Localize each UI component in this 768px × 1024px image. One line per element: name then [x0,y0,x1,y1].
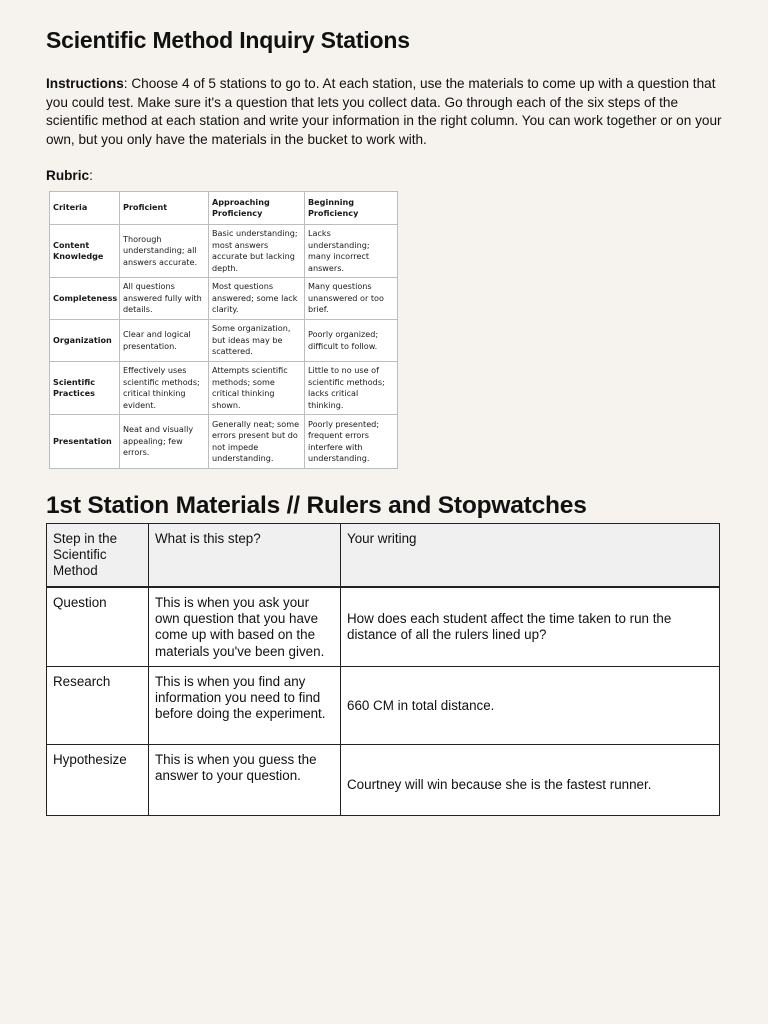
rubric-header-cell: Approaching Proficiency [209,192,305,225]
station-header-step: Step in the Scientific Method [47,524,149,588]
rubric-cell: Poorly presented; frequent errors interfere with understanding. [305,415,398,469]
step-name-cell: Research [47,666,149,744]
writing-cell[interactable]: Courtney will win because she is the fastest runner. [341,744,720,815]
rubric-cell: Basic understanding; most answers accurate but lacking depth. [209,225,305,278]
station-row-hypothesize [47,744,720,815]
rubric-cell: Effectively uses scientific methods; critical thinking evident. [120,362,209,415]
page-title: Scientific Method Inquiry Stations [46,27,410,53]
writing-cell[interactable]: 660 CM in total distance. [341,666,720,744]
rubric-cell: Little to no use of scientific methods; lacks critical thinking. [305,362,398,415]
rubric-colon: : [89,168,93,183]
rubric-row [50,278,398,320]
rubric-cell: Poorly organized; difficult to follow. [305,320,398,362]
rubric-cell: Many questions unanswered or too brief. [305,278,398,320]
rubric-criteria-cell: Scientific Practices [50,362,120,415]
instructions-text: : Choose 4 of 5 stations to go to. At each station, use the materials to come up with a question that you could test. Make sure it's a question that lets you collect data. Go through each of the six steps of the scientific method at each station and write your information in the right column. You can work together or on your own, but you only have the materials in the bucket to work with. [46,76,722,147]
rubric-image [49,191,397,469]
rubric-header-cell: Proficient [120,192,209,225]
step-description-cell: This is when you ask your own question that you have come up with based on the materials you've been given. [149,587,341,666]
writing-cell[interactable]: How does each student affect the time taken to run the distance of all the rulers lined up? [341,587,720,666]
rubric-row [50,225,398,278]
rubric-label: Rubric [46,168,90,183]
station-header-writing: Your writing [341,524,720,588]
rubric-cell: Neat and visually appealing; few errors. [120,415,209,469]
station-heading: 1st Station Materials // Rulers and Stopwatches [46,492,587,519]
step-description-cell: This is when you find any information you need to find before doing the experiment. [149,666,341,744]
station-header-row [47,524,720,588]
rubric-cell: Clear and logical presentation. [120,320,209,362]
station-row-research [47,666,720,744]
station-table [46,523,720,816]
rubric-row [50,362,398,415]
rubric-header-cell: Criteria [50,192,120,225]
rubric-table [49,191,398,469]
rubric-criteria-cell: Organization [50,320,120,362]
rubric-row [50,320,398,362]
rubric-cell: Some organization, but ideas may be scattered. [209,320,305,362]
rubric-cell: Most questions answered; some lack clarity. [209,278,305,320]
rubric-heading [46,167,722,185]
step-description-cell: This is when you guess the answer to your question. [149,744,341,815]
rubric-cell: All questions answered fully with details. [120,278,209,320]
station-row-question [47,587,720,666]
rubric-header-row [50,192,398,225]
rubric-header-cell: Beginning Proficiency [305,192,398,225]
rubric-cell: Generally neat; some errors present but do not impede understanding. [209,415,305,469]
rubric-row [50,415,398,469]
rubric-cell: Lacks understanding; many incorrect answers. [305,225,398,278]
station-header-what: What is this step? [149,524,341,588]
step-name-cell: Question [47,587,149,666]
rubric-criteria-cell: Presentation [50,415,120,469]
rubric-criteria-cell: Completeness [50,278,120,320]
document-page [46,24,722,816]
rubric-cell: Thorough understanding; all answers accurate. [120,225,209,278]
rubric-criteria-cell: Content Knowledge [50,225,120,278]
step-name-cell: Hypothesize [47,744,149,815]
rubric-cell: Attempts scientific methods; some critical thinking shown. [209,362,305,415]
instructions-paragraph [46,75,722,149]
instructions-label: Instructions [46,76,124,91]
